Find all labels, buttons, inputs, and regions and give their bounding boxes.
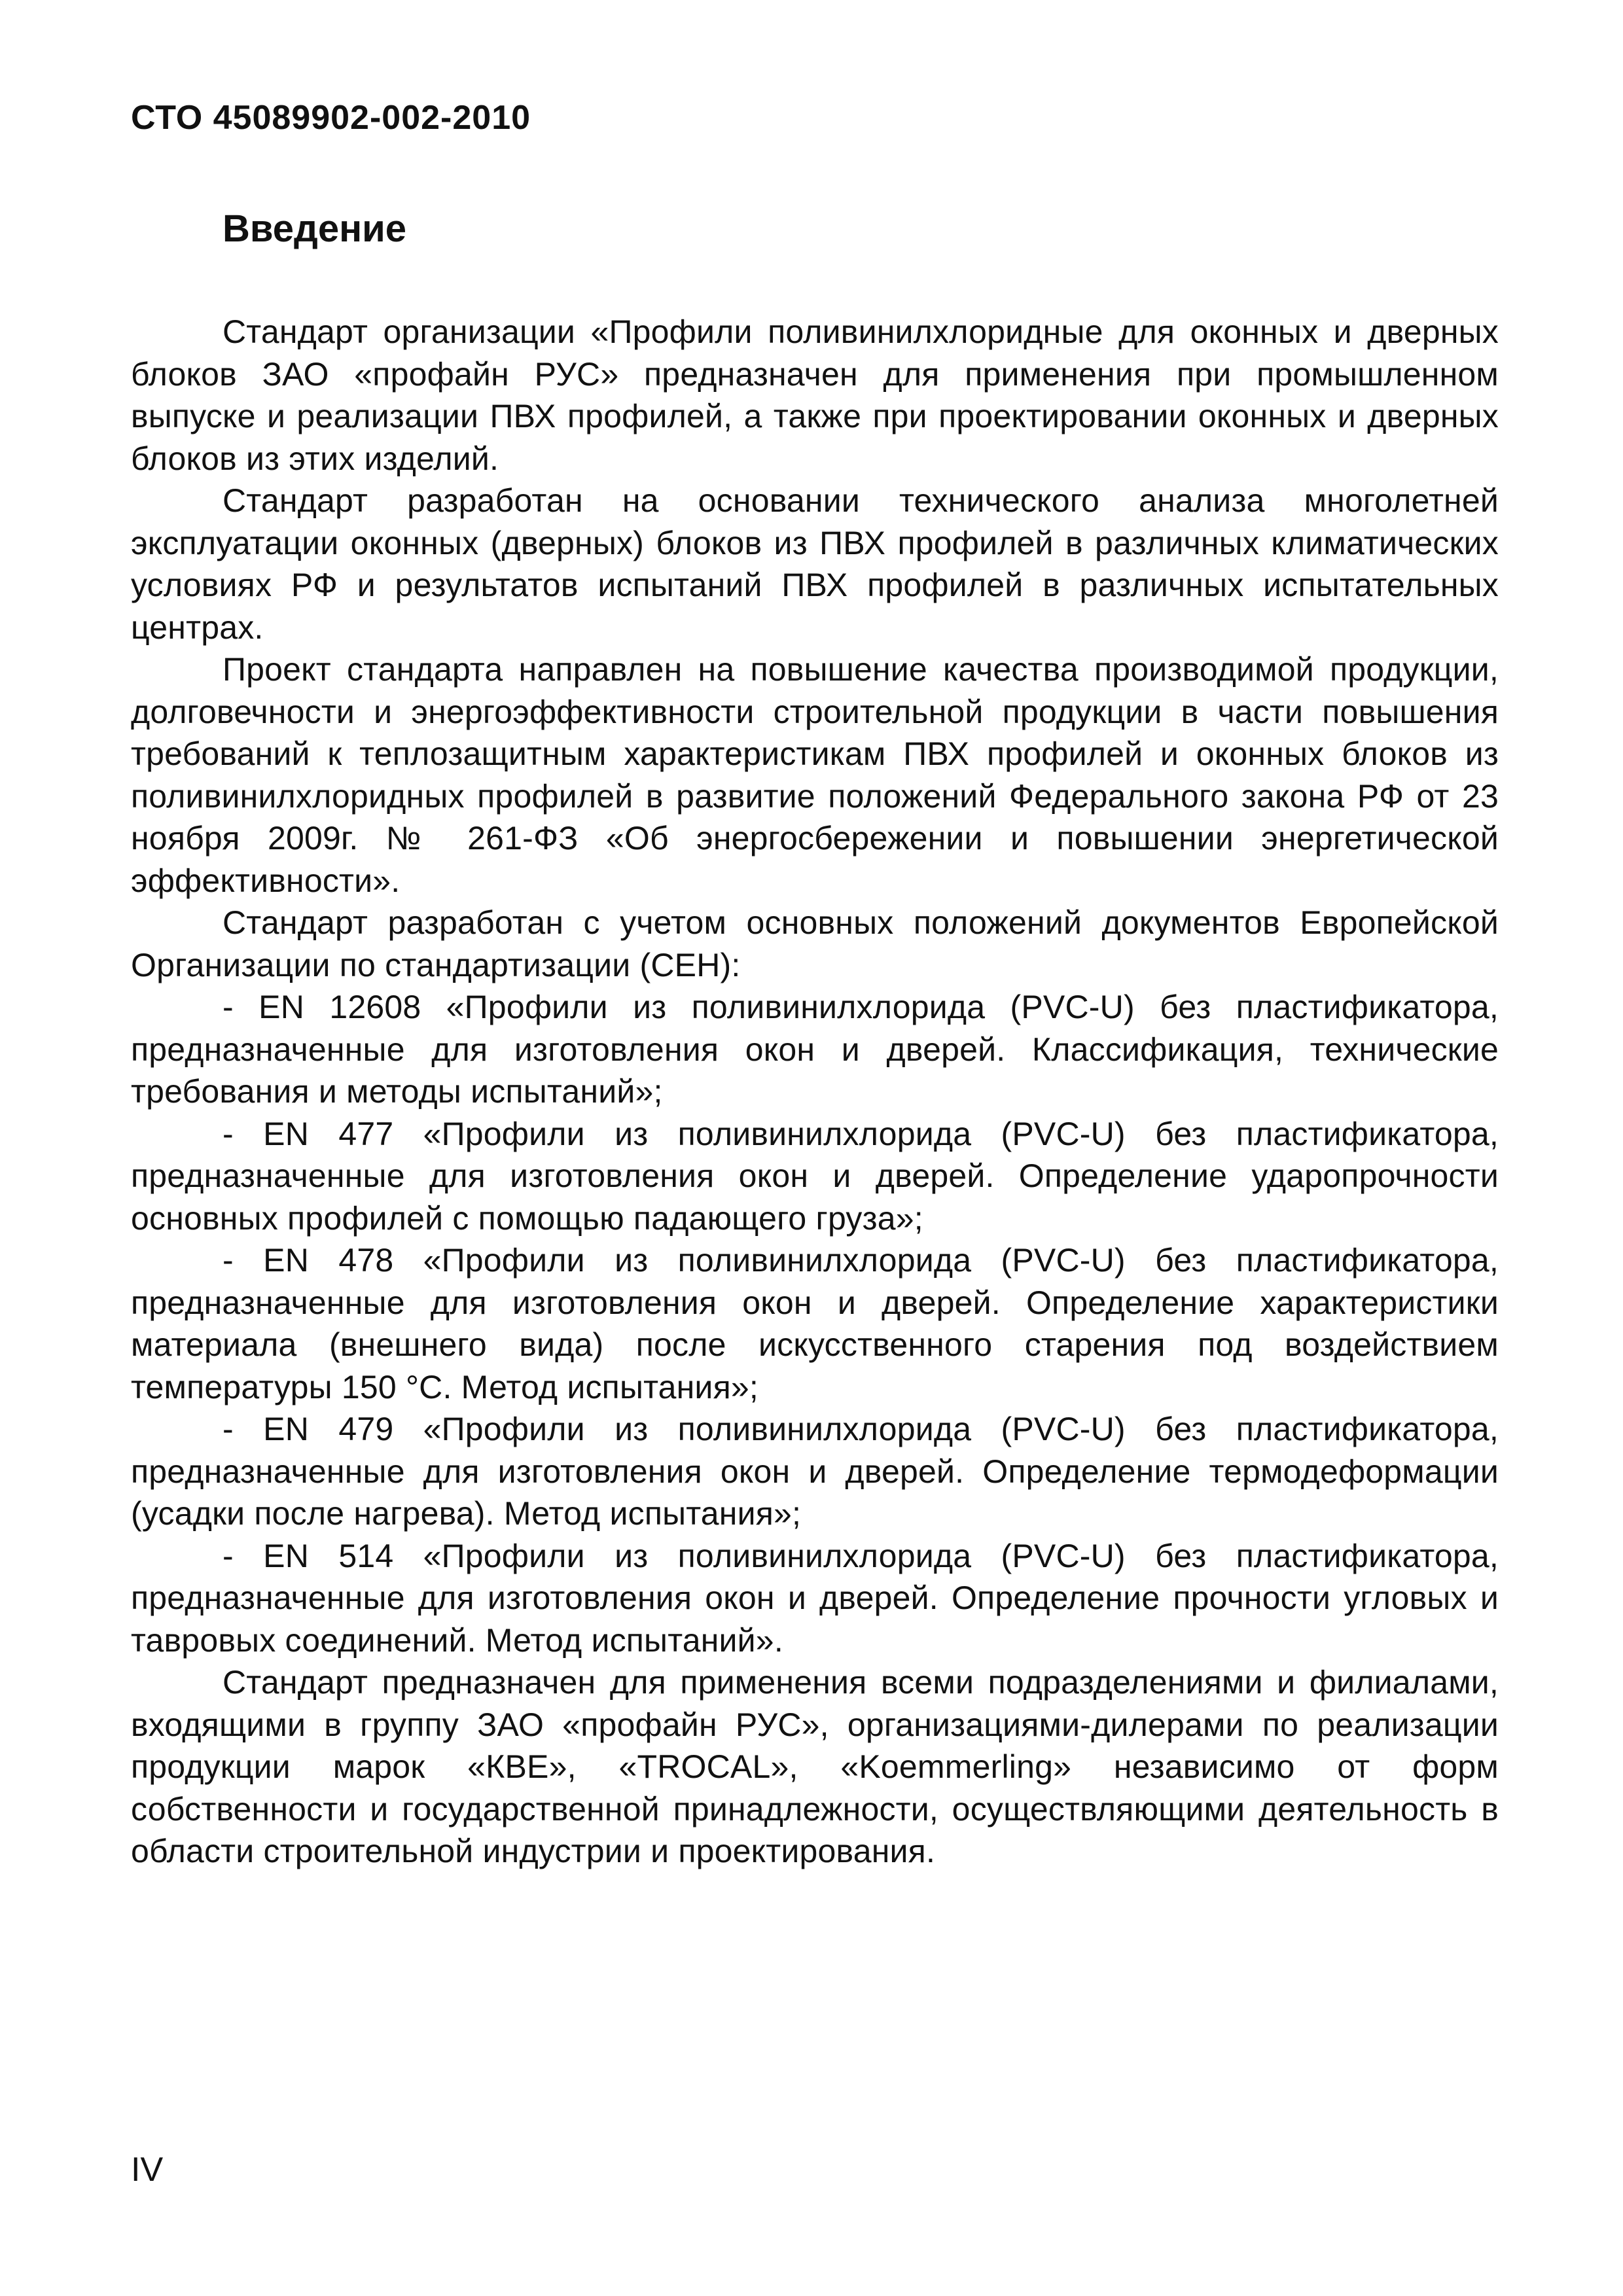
- document-code: СТО 45089902-002-2010: [131, 99, 531, 137]
- body-text: [131, 311, 1499, 1873]
- page-number: IV: [131, 2151, 164, 2189]
- section-title: Введение: [223, 207, 407, 250]
- reference-en-514: - EN 514 «Профили из поливинилхлорида (PVC-U) без пластификатора, предназначенные для изготовления окон и дверей. Определение прочности угловых и тавровых соединений. Метод испытаний».: [131, 1537, 1499, 1659]
- paragraph-scope: Стандарт предназначен для применения всеми подразделениями и филиалами, входящими в группу ЗАО «профайн РУС», организациями-дилерами по реализации продукции марок «КВЕ», «TROCAL», «Koemmerling» независимо от форм собственности и государственной принадлежности, осуществляющими деятельность в области строительной индустрии и проектирования.: [131, 1664, 1499, 1869]
- reference-en-479: - EN 479 «Профили из поливинилхлорида (PVC-U) без пластификатора, предназначенные для изготовления окон и дверей. Определение термодеформации (усадки после нагрева). Метод испытания»;: [131, 1411, 1499, 1532]
- reference-en-478: - EN 478 «Профили из поливинилхлорида (PVC-U) без пластификатора, предназначенные для изготовления окон и дверей. Определение характеристики материала (внешнего вида) после искусственного старения под воздействием температуры 150 °С. Метод испытания»;: [131, 1242, 1499, 1405]
- reference-en-477: - EN 477 «Профили из поливинилхлорида (PVC-U) без пластификатора, предназначенные для изготовления окон и дверей. Определение ударопрочности основных профилей с помощью падающего груза»;: [131, 1115, 1499, 1237]
- paragraph-aim: Проект стандарта направлен на повышение качества производимой продукции, долговечности и энергоэффективности строительной продукции в части повышения требований к теплозащитным характеристикам ПВХ профилей и оконных блоков из поливинилхлоридных профилей в развитие положений Федерального закона РФ от 23 ноября 2009г. № 261-ФЗ «Об энергосбережении и повышении энергетической эффективности».: [131, 651, 1499, 899]
- paragraph-references-intro: Стандарт разработан с учетом основных положений документов Европейской Организации по стандартизации (СЕН):: [131, 904, 1499, 983]
- paragraph-basis: Стандарт разработан на основании технического анализа многолетней эксплуатации оконных (дверных) блоков из ПВХ профилей в различных климатических условиях РФ и результатов испытаний ПВХ профилей в различных испытательных центрах.: [131, 482, 1499, 646]
- paragraph-purpose: Стандарт организации «Профили поливинилхлоридные для оконных и дверных блоков ЗАО «профайн РУС» предназначен для применения при промышленном выпуске и реализации ПВХ профилей, а также при проектировании оконных и дверных блоков из этих изделий.: [131, 313, 1499, 477]
- reference-en-12608: - EN 12608 «Профили из поливинилхлорида (PVC-U) без пластификатора, предназначенные для изготовления окон и дверей. Классификация, технические требования и методы испытаний»;: [131, 989, 1499, 1110]
